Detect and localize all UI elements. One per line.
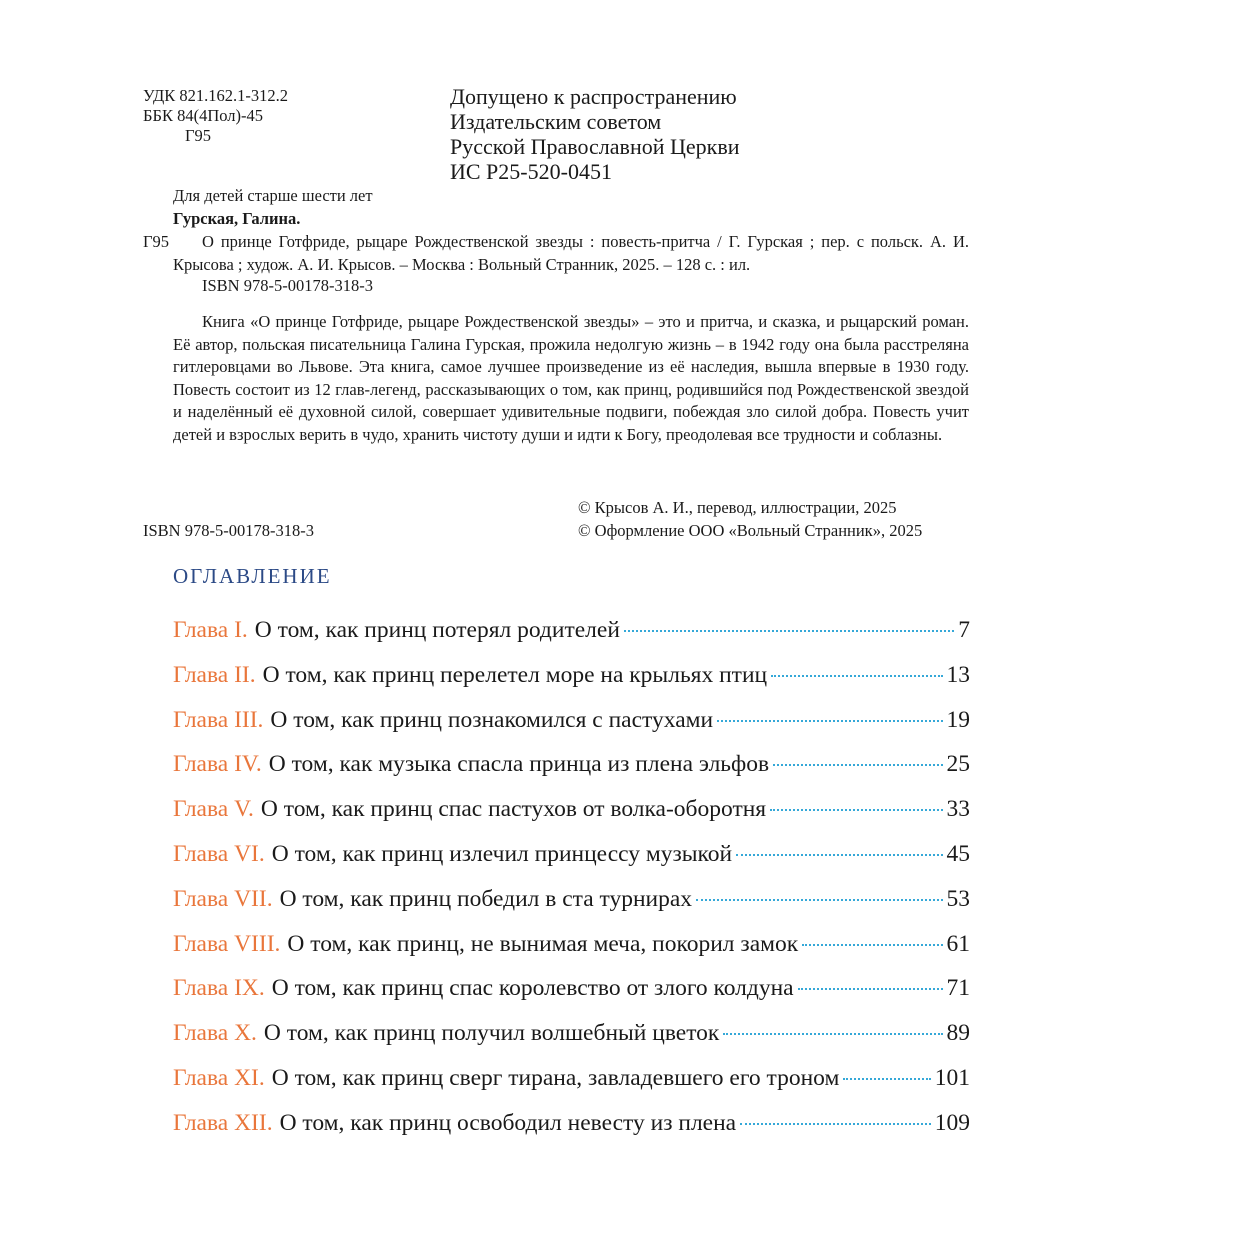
toc-leader-dots	[798, 988, 943, 990]
copyright-block	[578, 497, 922, 542]
toc-entry[interactable]	[173, 1020, 970, 1065]
approval-line-1: Допущено к распространению	[450, 84, 737, 109]
toc-chapter-title: О том, как принц перелетел море на крыльях птиц	[262, 661, 768, 688]
toc-chapter-title: О том, как принц излечил принцессу музыкой	[271, 840, 733, 867]
toc-chapter-title: О том, как принц победил в ста турнирах	[279, 885, 693, 912]
copyright-line-2: © Оформление ООО «Вольный Странник», 2025	[578, 520, 923, 540]
toc-chapter-number: Глава XI.	[173, 1064, 265, 1091]
toc-chapter-number: Глава III.	[173, 706, 264, 733]
toc-chapter-number: Глава VII.	[173, 885, 273, 912]
toc-entry[interactable]	[173, 975, 970, 1020]
toc-chapter-number: Глава X.	[173, 1020, 257, 1047]
bibliographic-record: О принце Готфриде, рыцаре Рождественской звезды : повесть-притча / Г. Гурская ; пер. с польск. А. И. Крысова ; худож. А. И. Крысов. – Москва : Вольный Странник, 2025. – 128 с. : ил.	[173, 232, 969, 274]
toc-entry[interactable]	[173, 886, 970, 931]
toc-leader-dots	[771, 675, 942, 677]
approval-line-4: ИС Р25-520-0451	[450, 159, 612, 184]
toc-page-number: 19	[946, 706, 970, 733]
toc-entry[interactable]	[173, 931, 970, 976]
toc-chapter-title: О том, как принц сверг тирана, завладевшего его троном	[271, 1064, 840, 1091]
copyright-line-1: © Крысов А. И., перевод, иллюстрации, 2025	[578, 498, 897, 517]
catalog-codes	[143, 86, 288, 146]
toc-chapter-title: О том, как принц потерял родителей	[254, 617, 620, 643]
udk-code: УДК 821.162.1-312.2	[143, 86, 289, 105]
age-note: Для детей старше шести лет	[173, 186, 373, 205]
toc-entry[interactable]	[173, 707, 970, 752]
toc-chapter-title: О том, как принц познакомился с пастухами	[270, 706, 714, 733]
toc-chapter-number: Глава II.	[173, 661, 256, 688]
toc-leader-dots	[696, 899, 942, 901]
toc-leader-dots	[740, 1123, 931, 1125]
toc-entry[interactable]	[173, 796, 970, 841]
author-name: Гурская, Галина.	[173, 209, 301, 228]
toc-entry[interactable]	[173, 751, 970, 796]
toc-page-number: 25	[946, 751, 970, 778]
approval-line-2: Издательским советом	[450, 109, 662, 134]
toc-leader-dots	[773, 764, 942, 766]
table-of-contents	[173, 617, 970, 1155]
toc-chapter-title: О том, как принц получил волшебный цветок	[263, 1020, 720, 1047]
toc-chapter-number: Глава IX.	[173, 975, 265, 1002]
toc-entry[interactable]	[173, 1065, 970, 1110]
toc-chapter-title: О том, как музыка спасла принца из плена эльфов	[268, 751, 770, 778]
toc-entry[interactable]	[173, 617, 970, 662]
toc-entry[interactable]	[173, 841, 970, 886]
toc-leader-dots	[802, 944, 942, 946]
toc-entry[interactable]	[173, 662, 970, 707]
approval-line-3: Русской Православной Церкви	[450, 134, 740, 159]
toc-chapter-title: О том, как принц спас пастухов от волка-оборотня	[260, 796, 767, 823]
toc-page-number: 109	[934, 1109, 970, 1136]
toc-page-number: 101	[934, 1064, 970, 1091]
annotation: Книга «О принце Готфриде, рыцаре Рождественской звезды» – это и притча, и сказка, и рыцарский роман. Её автор, польская писательница Галина Гурская, прожила недолгую жизнь – в 1942 году она была расстреляна гитлеровцами во Львове. Эта книга, самое лучшее произведение из её наследия, вышла впервые в 1930 году. Повесть состоит из 12 глав-легенд, рассказывающих о том, как принц, родившийся под Рождественской звездой и наделённый её духовной силой, совершает удивительные подвиги, побеждая зло силой добра. Повесть учит детей и взрослых верить в чудо, хранить чистоту души и идти к Богу, преодолевая все трудности и соблазны.	[173, 312, 969, 444]
bbk-code: ББК 84(4Пол)-45	[143, 106, 263, 125]
toc-chapter-number: Глава IV.	[173, 751, 262, 778]
toc-page-number: 7	[958, 617, 970, 643]
toc-leader-dots	[843, 1078, 930, 1080]
toc-page-number: 33	[946, 796, 970, 823]
isbn-bottom: ISBN 978-5-00178-318-3	[143, 521, 314, 540]
toc-leader-dots	[736, 854, 942, 856]
toc-page-number: 71	[946, 975, 970, 1002]
toc-chapter-number: Глава XII.	[173, 1109, 273, 1136]
toc-entry[interactable]	[173, 1110, 970, 1155]
author-mark: Г95	[143, 232, 170, 251]
toc-chapter-title: О том, как принц освободил невесту из плена	[279, 1109, 737, 1136]
toc-page-number: 45	[946, 840, 970, 867]
toc-page-number: 53	[946, 885, 970, 912]
toc-chapter-title: О том, как принц спас королевство от злого колдуна	[271, 975, 794, 1002]
toc-chapter-number: Глава VI.	[173, 840, 265, 867]
toc-title: ОГЛАВЛЕНИЕ	[173, 564, 332, 588]
toc-leader-dots	[770, 809, 942, 811]
church-approval	[450, 84, 740, 184]
toc-leader-dots	[717, 720, 942, 722]
author-mark-code: Г95	[185, 126, 212, 145]
toc-leader-dots	[624, 630, 954, 632]
toc-page-number: 61	[946, 930, 970, 957]
toc-leader-dots	[723, 1033, 942, 1035]
toc-chapter-title: О том, как принц, не вынимая меча, покорил замок	[287, 930, 799, 957]
toc-chapter-number: Глава V.	[173, 796, 254, 823]
toc-page-number: 13	[946, 661, 970, 688]
isbn-inline: ISBN 978-5-00178-318-3	[202, 276, 373, 295]
toc-page-number: 89	[946, 1020, 970, 1047]
toc-chapter-number: Глава VIII.	[173, 930, 281, 957]
toc-chapter-number: Глава I.	[173, 617, 248, 643]
